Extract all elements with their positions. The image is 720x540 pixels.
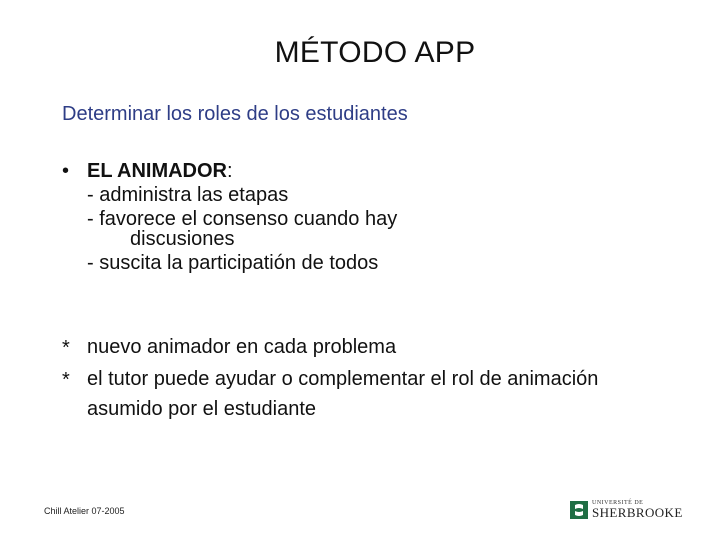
note-text: el tutor puede ayudar o complementar el rol de animación asumido por el estudiante xyxy=(87,368,599,420)
note-marker: * xyxy=(62,369,70,391)
university-shield-icon xyxy=(570,501,588,519)
logo-wordmark xyxy=(592,500,683,519)
note-item xyxy=(62,364,627,424)
university-logo xyxy=(570,500,683,519)
bullet-subitem: - favorece el consenso cuando hay xyxy=(87,208,398,230)
bullet-heading xyxy=(62,159,397,183)
slide-title: MÉTODO APP xyxy=(274,36,476,69)
bullet-block xyxy=(62,159,397,275)
note-marker: * xyxy=(62,337,70,359)
note-item xyxy=(62,332,627,364)
logo-small-text: UNIVERSITÉ DE xyxy=(592,500,644,506)
slide-subtitle: Determinar los roles de los estudiantes xyxy=(62,103,408,125)
notes-list xyxy=(62,332,627,424)
bullet-heading-suffix: : xyxy=(227,160,233,182)
bullet-heading-strong: EL ANIMADOR xyxy=(87,160,227,182)
bullet-subitem-continuation: discusiones xyxy=(130,228,235,250)
logo-big-text: SHERBROOKE xyxy=(592,505,683,520)
bullet-subitem: - suscita la participatión de todos xyxy=(87,252,379,274)
note-text: nuevo animador en cada problema xyxy=(87,336,397,358)
bullet-subitem: - administra las etapas xyxy=(87,184,289,206)
footer-text: Chill Atelier 07-2005 xyxy=(44,506,125,516)
bullet-marker: • xyxy=(62,160,70,182)
